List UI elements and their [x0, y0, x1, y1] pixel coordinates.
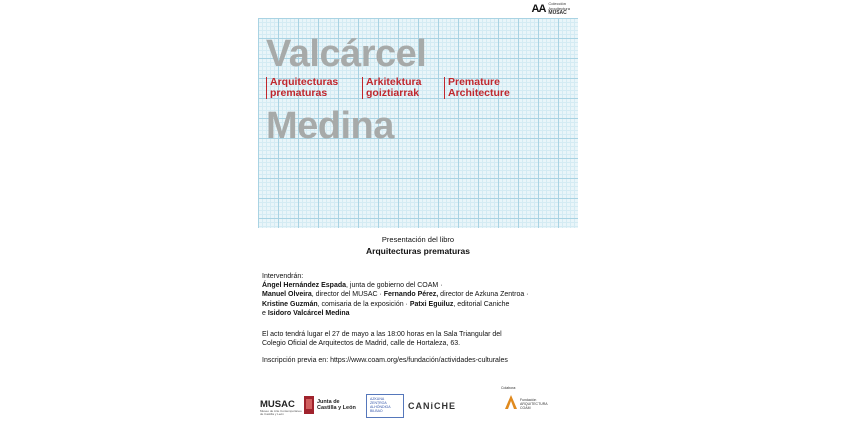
junta-castilla-leon-logo: Junta de Castilla y León	[304, 396, 356, 414]
speaker-role: director de Azkuna Zentroa ·	[438, 291, 529, 299]
triangle-a-icon	[504, 394, 518, 410]
collaborator-label: Colabora:	[501, 386, 517, 390]
speaker-role: , junta de gobierno del COAM ·	[346, 282, 443, 290]
collection-logo	[532, 2, 570, 16]
azkuna-zentroa-logo: AZKUNA ZENTROA ALHÓNDIGA BILBAO	[366, 394, 404, 418]
speaker-role: , comisaria de la exposición ·	[317, 300, 410, 308]
book-title: Arquitecturas prematuras	[366, 246, 470, 256]
fundacion-arquitectura-logo: Fundación ARQUITECTURA COAM	[504, 394, 548, 410]
speaker-role: , director del MUSAC ·	[311, 291, 384, 299]
speaker-role: , editorial Caniche	[453, 300, 510, 308]
header	[258, 0, 578, 18]
caniche-logo: CANiCHE	[408, 401, 457, 411]
speaker-prefix: e	[262, 309, 268, 317]
collection-logo-text: Colección Arquitectura MUSAC	[548, 1, 570, 16]
venue-info: El acto tendrá lugar el 27 de mayo a las 18:00 horas en la Sala Triangular del Colegio Oficial de Arquitectos de Madrid, calle de Hortaleza, 63.	[262, 331, 502, 348]
author-last-name: Medina	[266, 105, 394, 147]
speakers-heading: Intervendrán:	[262, 273, 304, 280]
presentation-intro: Presentación del libro	[381, 235, 455, 244]
speaker-name: Kristine Guzmán	[262, 300, 318, 308]
subtitle-spanish: Arquitecturas prematuras	[266, 77, 362, 99]
speaker-name: Ángel Hernández Espada	[262, 282, 347, 290]
poster	[258, 0, 578, 430]
speakers-list	[262, 272, 574, 318]
speaker-name: Manuel Olveira	[262, 291, 312, 299]
speaker-name: Patxi Eguiluz	[409, 300, 454, 308]
speaker-name: Isidoro Valcárcel Medina	[267, 309, 350, 317]
subtitle-basque: Arkitektura goiztiarrak	[362, 77, 444, 99]
signup-info[interactable]: Inscripción previa en: https://www.coam.org/es/fundación/actividades-culturales	[262, 357, 508, 364]
speaker-name: Fernando Pérez,	[383, 291, 439, 299]
coat-of-arms-icon	[304, 396, 314, 414]
book-subtitles	[266, 77, 538, 99]
subtitle-english: Premature Architecture	[444, 77, 538, 99]
cover-grid	[258, 18, 578, 228]
aa-logo-mark: AA	[531, 2, 546, 15]
author-first-name: Valcárcel	[266, 33, 427, 75]
sponsor-logos	[258, 388, 578, 428]
musac-logo: MUSAC Museo de Arte Contemporáneo de Castilla y León	[260, 399, 302, 417]
